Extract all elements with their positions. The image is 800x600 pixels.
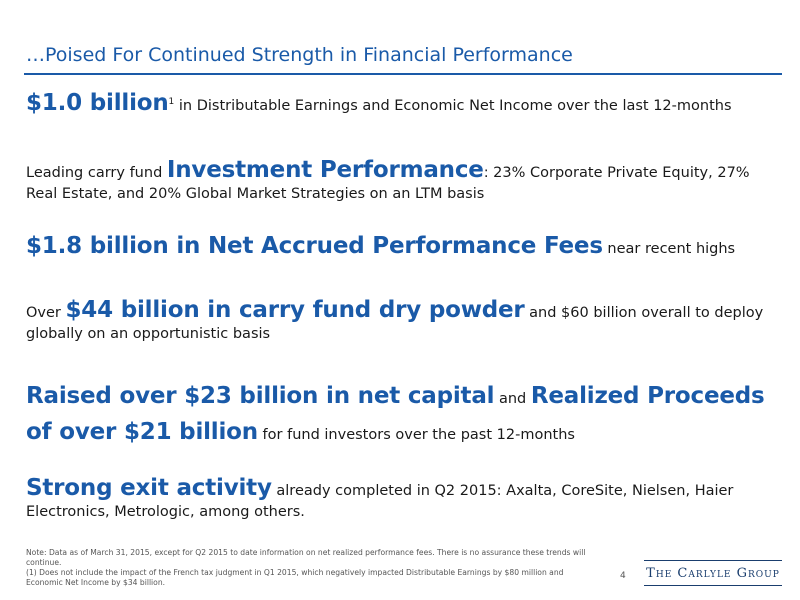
bullet-text: : 23% Corporate Private Equity, 27% Real Estate, and 20% Global Market Strategies on an LTM basis [26, 165, 750, 202]
bullet-highlight: $44 billion in carry fund dry powder [65, 297, 525, 323]
footnote-note: Note: Data as of March 31, 2015, except for Q2 2015 to date information on net realized performance fees. There is no assurance these trends will continue. [26, 548, 586, 567]
bullet-performance-fees [26, 233, 778, 260]
carlyle-logo [644, 560, 782, 586]
bullet-highlight: Investment Performance [166, 157, 484, 183]
bullet-prefix: Leading carry fund [26, 165, 167, 181]
logo-text: The Carlyle Group [646, 565, 780, 581]
bullet-exit-activity [26, 475, 778, 523]
page-title: …Poised For Continued Strength in Financial Performance [26, 44, 573, 66]
footnote [26, 548, 596, 588]
bullet-highlight: $1.0 billion [26, 90, 169, 116]
bullet-highlight: Raised over $23 billion in net capital [26, 383, 495, 409]
footnote-marker: 1 [168, 97, 175, 108]
bullet-text: near recent highs [602, 241, 736, 257]
title-divider [24, 73, 782, 75]
bullet-text: already completed in Q2 2015: Axalta, CoreSite, Nielsen, Haier Electronics, Metrologic, among others. [26, 483, 734, 520]
bullet-investment-performance [26, 157, 778, 205]
bullet-dry-powder [26, 297, 778, 345]
bullet-text: and $60 billion overall to deploy globally on an opportunistic basis [26, 305, 764, 342]
bullet-connector: and [494, 391, 531, 407]
bullet-distributable-earnings [26, 90, 778, 117]
bullet-highlight: Strong exit activity [26, 475, 272, 501]
bullet-capital-raised [26, 380, 778, 452]
bullet-highlight: $1.8 billion in Net Accrued Performance Fees [26, 233, 603, 259]
bullet-text: for fund investors over the past 12-months [257, 427, 575, 443]
bullet-text: in Distributable Earnings and Economic Net Income over the last 12-months [174, 98, 732, 114]
bullet-prefix: Over [26, 305, 66, 321]
page-number: 4 [620, 571, 626, 581]
footnote-1: (1) Does not include the impact of the French tax judgment in Q1 2015, which negatively impacted Distributable Earnings by $80 million and Economic Net Income by $34 billion. [26, 568, 564, 587]
bullet-highlight-2: Realized Proceeds of over $21 billion [26, 383, 765, 445]
